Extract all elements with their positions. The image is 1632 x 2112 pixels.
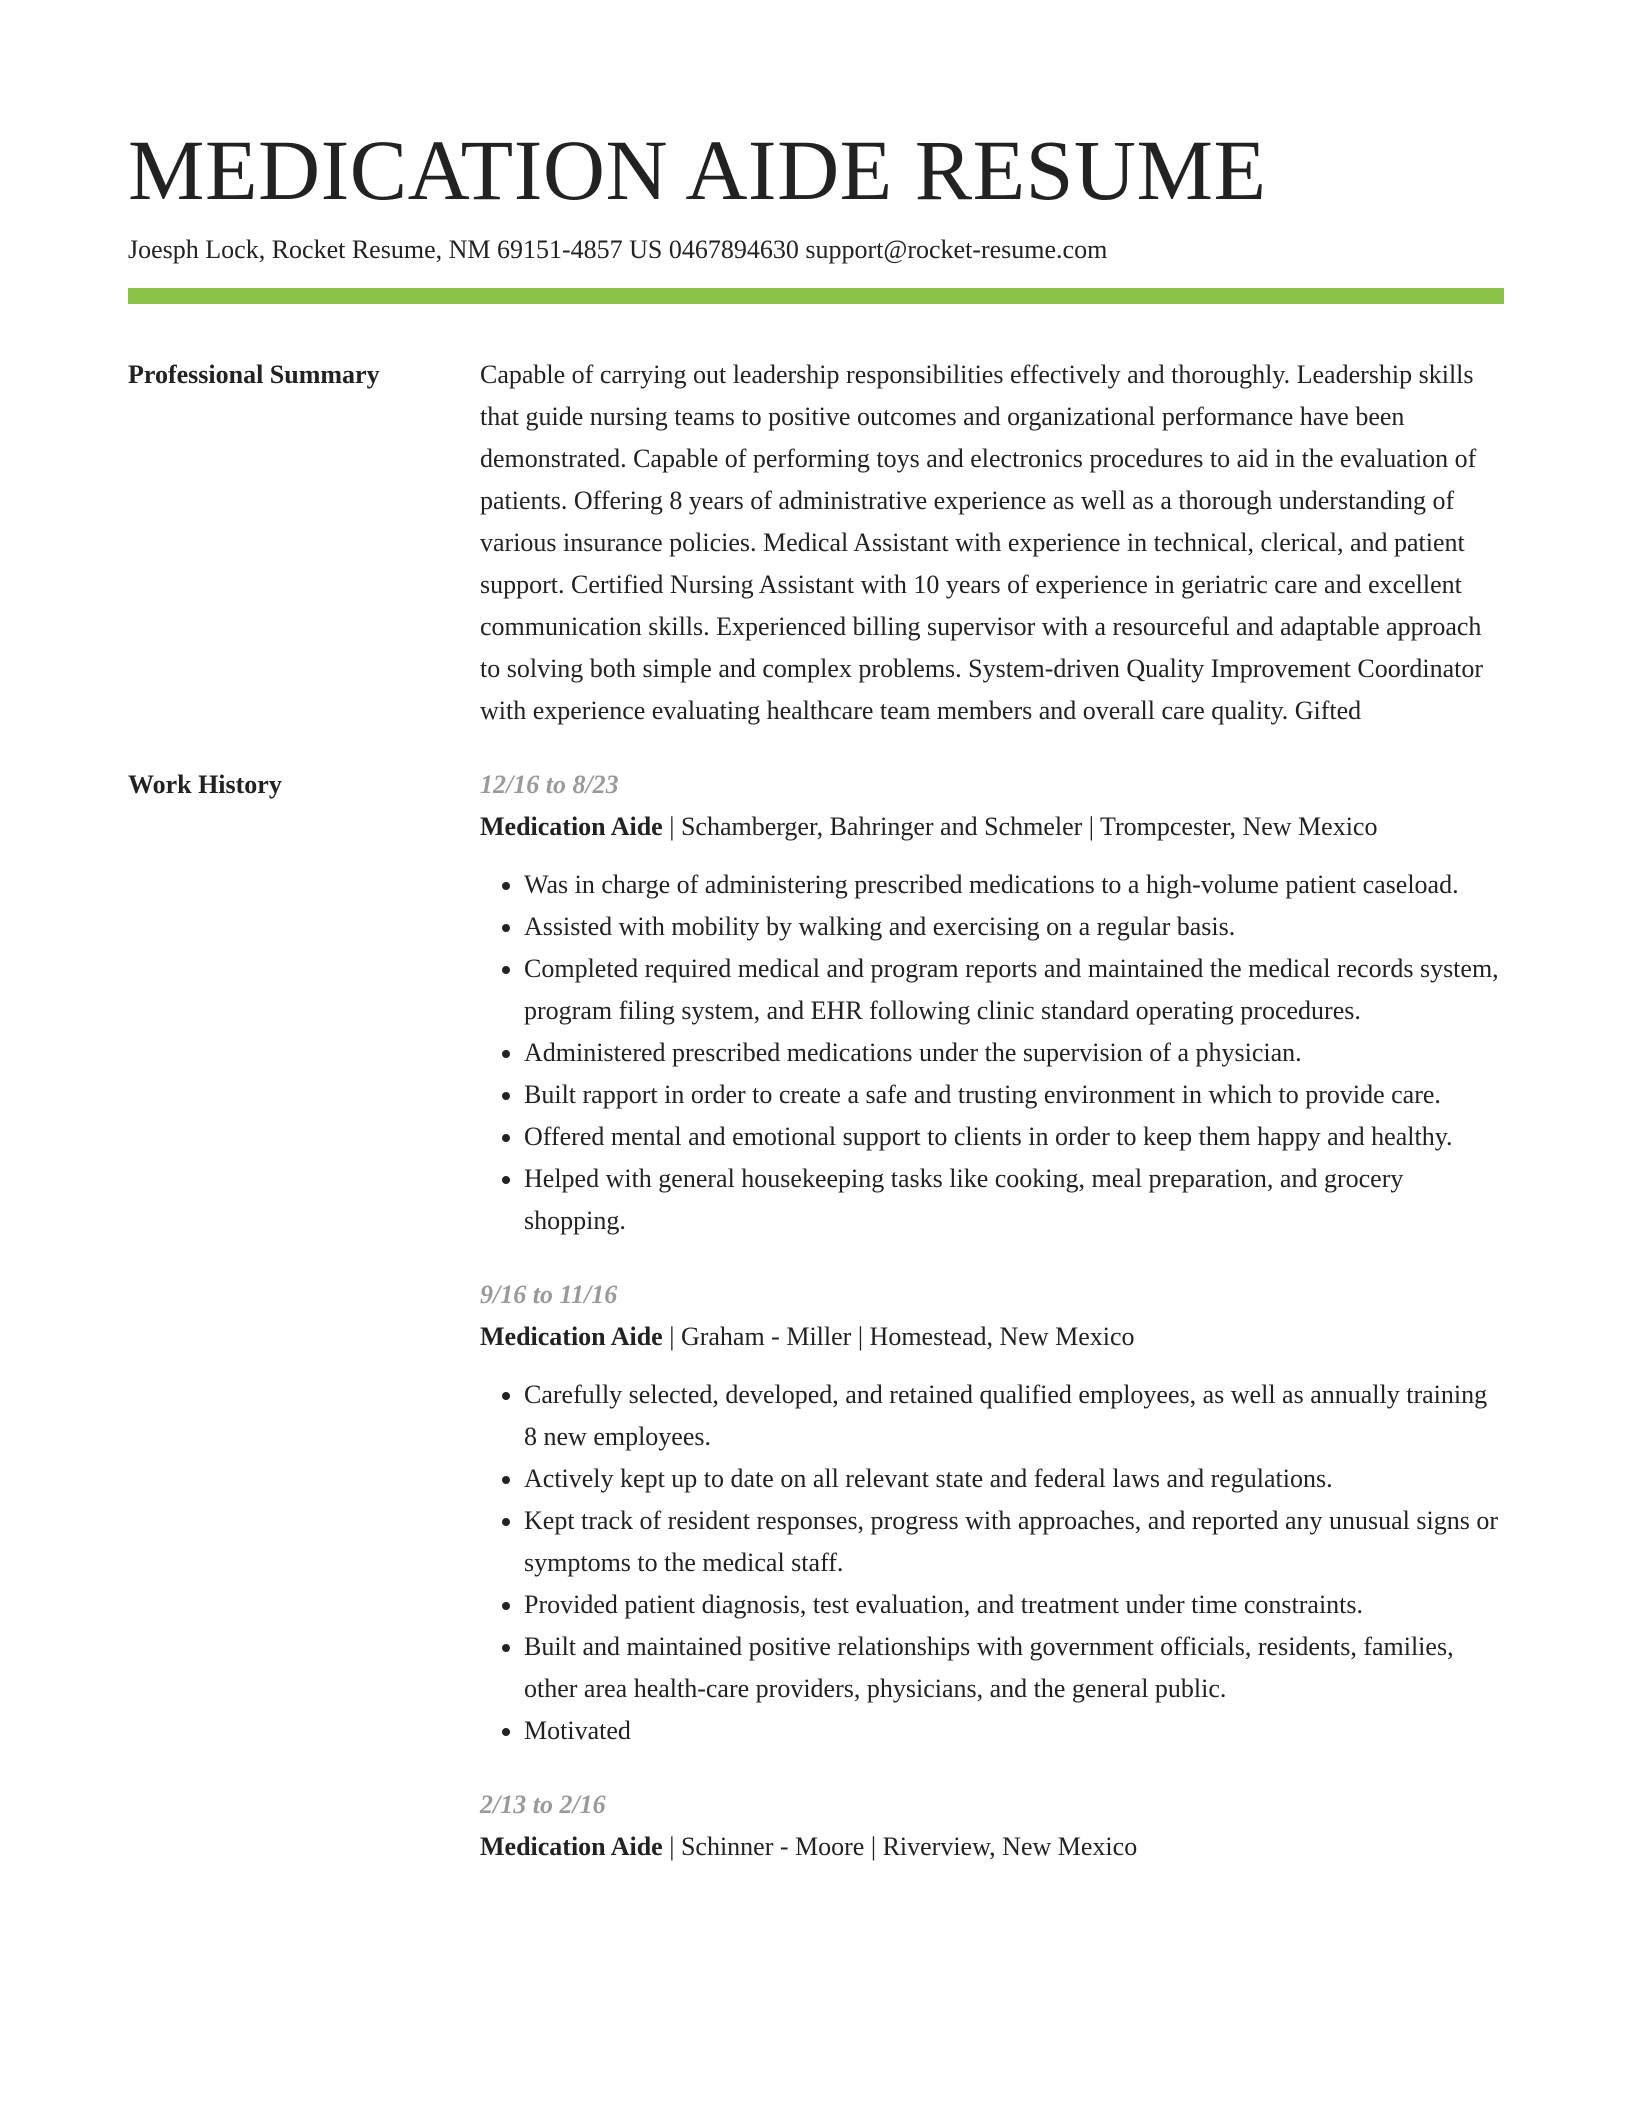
- job-duty-item: • Assisted with mobility by walking and exercising on a regular basis.: [524, 906, 1504, 948]
- job-duty-item: • Completed required medical and program reports and maintained the medical records system, program filing system, and EHR following clinic standard operating procedures.: [524, 948, 1504, 1032]
- header-divider: [128, 288, 1504, 304]
- job-entry: [480, 1784, 1504, 1868]
- job-entry: [480, 764, 1504, 1242]
- work-history-section: [128, 764, 1504, 1900]
- job-duty-item: • Was in charge of administering prescribed medications to a high-volume patient caseload.: [524, 864, 1504, 906]
- job-company: Graham - Miller: [680, 1322, 852, 1351]
- job-location: Homestead, New Mexico: [869, 1322, 1135, 1351]
- job-dates: 12/16 to 8/23: [480, 770, 619, 799]
- job-separator: |: [662, 812, 681, 841]
- section-label-summary: Professional Summary: [128, 360, 380, 389]
- job-duty-item: • Helped with general housekeeping tasks like cooking, meal preparation, and grocery shopping.: [524, 1158, 1504, 1242]
- job-duty-item: • Actively kept up to date on all relevant state and federal laws and regulations.: [524, 1458, 1504, 1500]
- job-duty-item: • Provided patient diagnosis, test evaluation, and treatment under time constraints.: [524, 1584, 1504, 1626]
- job-title: Medication Aide: [480, 812, 663, 841]
- job-separator: |: [662, 1832, 681, 1861]
- job-heading: [480, 1316, 1504, 1358]
- job-heading: [480, 806, 1504, 848]
- section-label-work-history: Work History: [128, 770, 282, 799]
- resume-page: [128, 0, 1504, 1900]
- job-duties-list: [480, 1374, 1504, 1752]
- job-company: Schamberger, Bahringer and Schmeler: [680, 812, 1083, 841]
- job-duty-item: • Administered prescribed medications under the supervision of a physician.: [524, 1032, 1504, 1074]
- job-duty-item: • Built rapport in order to create a safe and trusting environment in which to provide care.: [524, 1074, 1504, 1116]
- job-entry: [480, 1274, 1504, 1752]
- job-dates: 2/13 to 2/16: [480, 1790, 606, 1819]
- summary-text: Capable of carrying out leadership responsibilities effectively and thoroughly. Leadership skills that guide nursing teams to positive outcomes and organizational performance have been demonstrated. Capable of performing toys and electronics procedures to aid in the evaluation of patients. Offering 8 years of administrative experience as well as a thorough understanding of various insurance policies. Medical Assistant with experience in technical, clerical, and patient support. Certified Nursing Assistant with 10 years of experience in geriatric care and excellent communication skills. Experienced billing supervisor with a resourceful and adaptable approach to solving both simple and complex problems. System-driven Quality Improvement Coordinator with experience evaluating healthcare team members and overall care quality. Gifted: [480, 360, 1484, 725]
- job-duty-item: • Carefully selected, developed, and retained qualified employees, as well as annually training 8 new employees.: [524, 1374, 1504, 1458]
- summary-body: [480, 354, 1504, 732]
- job-separator: |: [1082, 812, 1101, 841]
- job-title: Medication Aide: [480, 1832, 663, 1861]
- job-company: Schinner - Moore: [680, 1832, 865, 1861]
- professional-summary-section: [128, 354, 1504, 732]
- job-duty-item: • Offered mental and emotional support to clients in order to keep them happy and healthy.: [524, 1116, 1504, 1158]
- job-title: Medication Aide: [480, 1322, 663, 1351]
- job-location: Riverview, New Mexico: [882, 1832, 1138, 1861]
- job-dates: 9/16 to 11/16: [480, 1280, 618, 1309]
- work-history-list: [480, 764, 1504, 1900]
- job-duty-item: • Built and maintained positive relationships with government officials, residents, families, other area health-care providers, physicians, and the general public.: [524, 1626, 1504, 1710]
- job-separator: |: [662, 1322, 681, 1351]
- job-duty-item: • Kept track of resident responses, progress with approaches, and reported any unusual signs or symptoms to the medical staff.: [524, 1500, 1504, 1584]
- job-separator: |: [864, 1832, 883, 1861]
- job-duties-list: [480, 864, 1504, 1242]
- resume-title: MEDICATION AIDE RESUME: [128, 122, 1267, 218]
- contact-line: Joesph Lock, Rocket Resume, NM 69151-4857 US 0467894630 support@rocket-resume.com: [128, 235, 1108, 264]
- job-heading: [480, 1826, 1504, 1868]
- job-separator: |: [851, 1322, 870, 1351]
- job-location: Trompcester, New Mexico: [1100, 812, 1378, 841]
- job-duty-item: • Motivated: [524, 1710, 1504, 1752]
